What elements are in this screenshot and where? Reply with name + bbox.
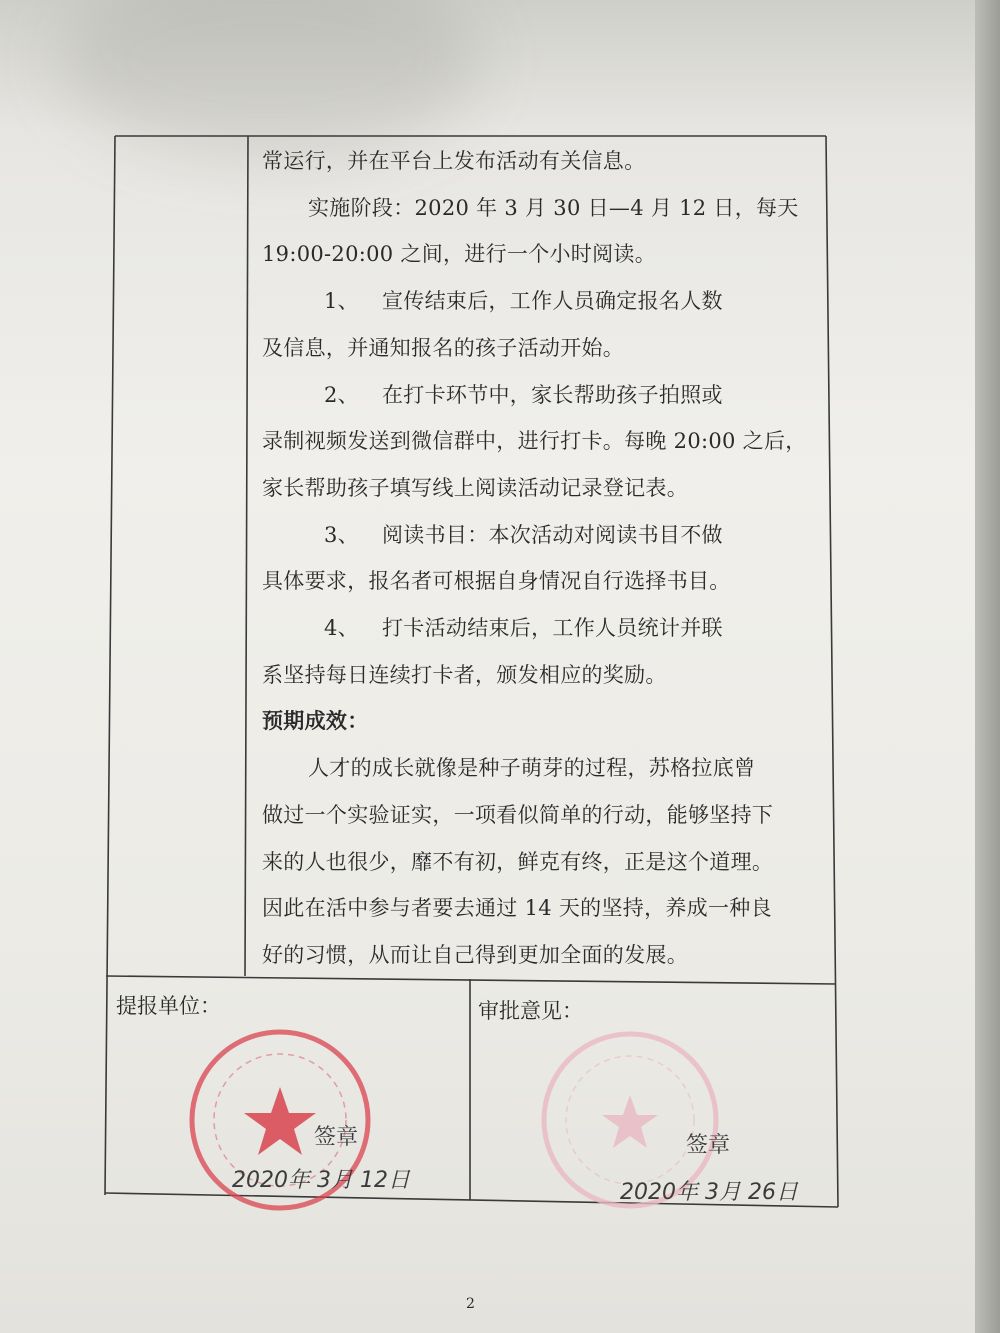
list-item [262,278,832,325]
text-line: 在打卡环节中，家长帮助孩子拍照或 [382,382,723,407]
item-number: 3、 [324,522,359,547]
text-line: 及信息，并通知报名的孩子活动开始。 [262,335,625,360]
text-line: 家长帮助孩子填写线上阅读活动记录登记表。 [262,475,688,500]
right-seal-label: 签章 [686,1133,731,1158]
left-signed-date: 2020年 3月 12日 [232,1168,410,1193]
page-number: 2 [466,1296,475,1312]
approval-opinion-label: 审批意见： [478,999,583,1023]
text-line: 宣传结束后，工作人员确定报名人数 [382,289,723,314]
left-seal-label: 签章 [314,1125,359,1150]
text-line: 阅读书目：本次活动对阅读书目不做 [382,522,723,547]
text-line: 做过一个实验证实，一项看似简单的行动，能够坚持下 [262,802,774,827]
text-line: 好的习惯，从而让自己得到更加全面的发展。 [262,942,688,967]
item-number: 2、 [324,382,359,407]
section-heading: 预期成效： [262,708,369,734]
list-item [262,372,832,419]
desk-edge [975,0,1000,1333]
text-line: 常运行，并在平台上发布活动有关信息。 [262,149,646,173]
list-item [262,605,832,652]
item-number: 4、 [324,616,359,641]
text-line: 19:00-20:00 之间，进行一个小时阅读。 [262,242,657,267]
document-body [262,138,832,979]
text-line: 实施阶段：2020 年 3 月 30 日—4 月 12 日，每天 [308,195,799,220]
text-line: 具体要求，报名者可根据自身情况自行选择书目。 [262,569,731,594]
right-signed-date: 2020年 3月 26日 [620,1180,798,1205]
list-item [262,512,832,559]
item-number: 1、 [324,289,359,314]
text-line: 打卡活动结束后，工作人员统计并联 [382,616,723,641]
text-line: 来的人也很少，靡不有初，鲜克有终，正是这个道理。 [262,849,774,874]
text-line: 录制视频发送到微信群中，进行打卡。每晚 20:00 之后， [262,429,807,454]
submitting-unit-label: 提报单位： [116,994,221,1018]
text-line: 因此在活中参与者要去通过 14 天的坚持，养成一种良 [262,896,772,921]
text-line: 系坚持每日连续打卡者，颁发相应的奖励。 [262,662,667,687]
text-line: 人才的成长就像是种子萌芽的过程，苏格拉底曾 [308,756,756,781]
